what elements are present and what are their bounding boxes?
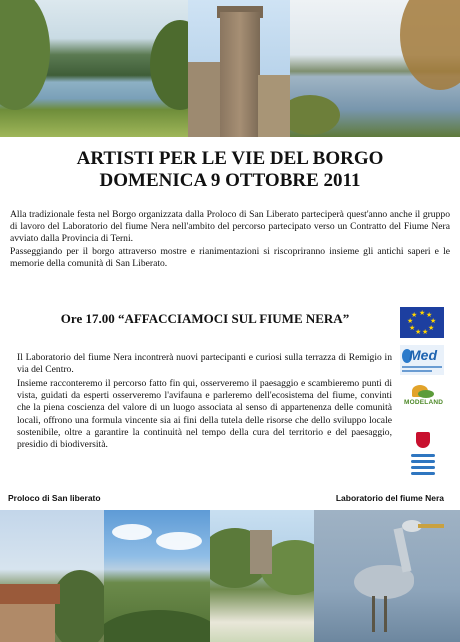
star-icon: ★ bbox=[426, 311, 433, 319]
eu-flag-logo bbox=[400, 307, 444, 338]
star-icon: ★ bbox=[428, 324, 435, 332]
event-heading: Ore 17.00 “AFFACCIAMOCI SUL FIUME NERA” bbox=[60, 311, 350, 326]
star-icon: ★ bbox=[409, 324, 416, 332]
tower-shape bbox=[250, 530, 272, 574]
med-programme-logo bbox=[400, 345, 444, 375]
star-icon: ★ bbox=[422, 328, 429, 336]
wave-line bbox=[411, 460, 435, 463]
event-paragraph: Il Laboratorio del fiume Nera incontrerà nuovi partecipanti e curiosi sulla terrazza di Remigio in via del Centro. bbox=[17, 352, 392, 376]
lake-photo bbox=[0, 0, 188, 137]
laboratorio-signature: Laboratorio del fiume Nera bbox=[335, 493, 444, 503]
river-photo bbox=[290, 0, 460, 137]
autumn-tree-shape bbox=[400, 0, 460, 90]
wave-line bbox=[411, 472, 435, 475]
bottom-photo-strip bbox=[0, 510, 460, 642]
modeland-logo bbox=[404, 385, 446, 411]
star-icon: ★ bbox=[411, 311, 418, 319]
hill-icon bbox=[418, 390, 434, 398]
heron-leg-shape bbox=[372, 596, 375, 632]
heron-leg-shape bbox=[384, 596, 387, 632]
top-photo-strip bbox=[0, 0, 460, 137]
heron-photo bbox=[314, 510, 460, 642]
cloud-shape bbox=[112, 524, 152, 540]
tree-shape bbox=[0, 0, 50, 110]
logo-line bbox=[402, 370, 432, 372]
house-shape bbox=[258, 75, 290, 137]
hill-shape bbox=[104, 610, 210, 642]
bush-shape bbox=[290, 95, 340, 135]
logo-line bbox=[402, 366, 442, 368]
roof-shape bbox=[0, 584, 60, 604]
tree-shape bbox=[50, 570, 104, 642]
wall-shape bbox=[0, 604, 55, 642]
star-icon: ★ bbox=[430, 317, 437, 325]
tower-landscape-photo bbox=[210, 510, 314, 642]
wave-line bbox=[411, 454, 435, 457]
page-title: ARTISTI PER LE VIE DEL BORGO bbox=[76, 148, 384, 169]
intro-paragraph-2: Passeggiando per il borgo attraverso mostre e rianimentazioni si riscopriranno insieme gli antichi saperi e le memorie della comunità di San Liberato. bbox=[10, 246, 450, 270]
event-description: Insieme racconteremo il percorso fatto fin qui, osserveremo il paesaggio e scambieremo punti di vista, guidati da esperti osserveremo l'avifauna e parleremo dell'ecosistema del fiume, convinti che la piena coscienza del valore di un luogo associata al senso di appartenenza delle comunità locali, offrono una formula vincente sia ai fini della tutela delle risorse che dello sviluppo locale sostenibile, oltre a garantire la continuità nel tempo della cura del territorio e del paesaggio, presidio di biodiversità. bbox=[17, 378, 392, 451]
med-logo-text: Med bbox=[409, 347, 437, 363]
intro-paragraph: Alla tradizionale festa nel Borgo organizzata dalla Proloco di San Liberato parteciperà quest'anno anche il gruppo di lavoro del Laboratorio del fiume Nera nell'ambito del percorso partecipato verso un Contratto del Fiume Nera avviato dalla Provincia di Terni. bbox=[10, 209, 450, 245]
tower-photo bbox=[188, 0, 290, 137]
cloud-shape bbox=[156, 532, 202, 550]
village-photo bbox=[0, 510, 104, 642]
house-shape bbox=[188, 62, 224, 137]
modeland-logo-text: MODELAND bbox=[404, 399, 444, 406]
heron-beak-shape bbox=[418, 524, 444, 528]
proloco-signature: Proloco di San liberato bbox=[8, 493, 101, 503]
provincia-terni-logo bbox=[408, 432, 438, 480]
wave-line bbox=[411, 466, 435, 469]
star-icon: ★ bbox=[407, 317, 414, 325]
valley-photo bbox=[104, 510, 210, 642]
event-date: DOMENICA 9 OTTOBRE 2011 bbox=[99, 170, 361, 191]
star-icon: ★ bbox=[419, 309, 426, 317]
star-icon: ★ bbox=[415, 328, 422, 336]
tower-shape bbox=[220, 12, 260, 137]
crest-icon bbox=[416, 432, 430, 448]
tree-shape bbox=[150, 20, 188, 110]
